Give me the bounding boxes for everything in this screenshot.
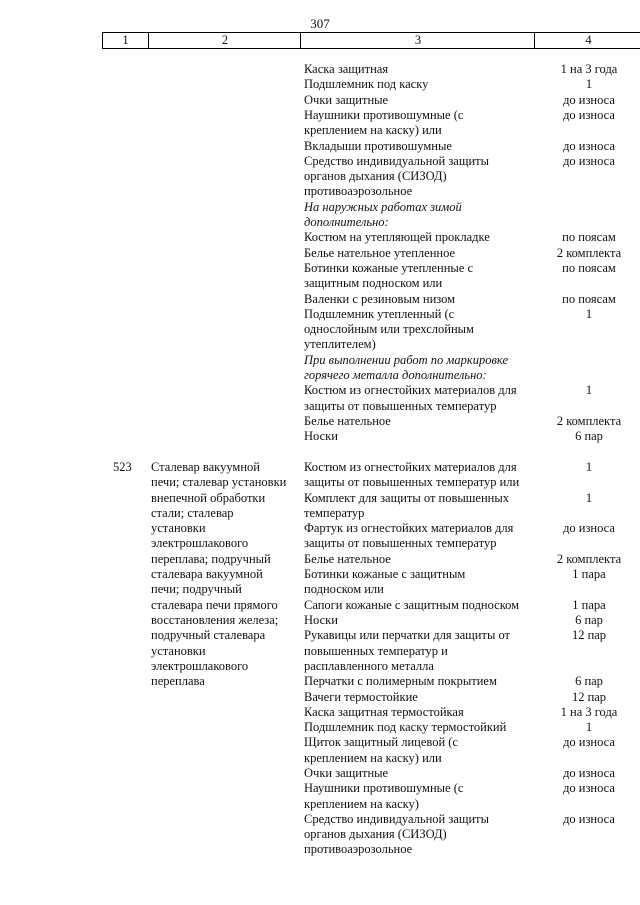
- ppe-item-line: защиты от повышенных температур: [304, 398, 497, 413]
- ppe-item-line: Средство индивидуальной защиты: [304, 153, 490, 168]
- ppe-item-line: противоаэрозольное: [304, 184, 413, 199]
- ppe-item-line: утеплителем): [304, 337, 376, 352]
- ppe-item-line: расплавленного металла: [304, 658, 434, 673]
- ppe-item-line: Каска защитная: [304, 62, 389, 76]
- ppe-item-name: [304, 720, 528, 735]
- issue-norm: 1: [585, 490, 593, 505]
- ppe-item-line: Средство индивидуальной защиты: [304, 811, 490, 826]
- profession-line: внепечной обработки: [151, 490, 266, 505]
- ppe-item-name: [304, 429, 528, 444]
- ppe-item-line: защитным подноском или: [304, 276, 443, 291]
- ppe-item-line: Рукавицы или перчатки для защиты от: [304, 628, 511, 643]
- ppe-item-line: повышенных температур и: [304, 643, 448, 658]
- issue-norm: до износа: [563, 153, 615, 168]
- issue-norm: по поясам: [562, 260, 616, 275]
- issue-norm: до износа: [563, 766, 615, 780]
- profession-line: электрошлакового: [151, 658, 249, 673]
- ppe-item-name: [304, 598, 528, 613]
- ppe-item-name: [304, 690, 528, 705]
- ppe-item-name: [304, 77, 528, 92]
- ppe-item-line: Сапоги кожаные с защитным подноском: [304, 597, 520, 612]
- ppe-item-line: Валенки с резиновым низом: [304, 291, 456, 306]
- issue-norm: до износа: [563, 811, 615, 826]
- profession-line: подручный сталевара: [151, 628, 266, 643]
- ppe-item-line: органов дыхания (СИЗОД): [304, 827, 447, 842]
- section-number: 523: [113, 460, 132, 474]
- ppe-item-line: креплением на каску) или: [304, 123, 442, 138]
- issue-norm: 1: [585, 720, 593, 735]
- ppe-item-line: Комплект для защиты от повышенных: [304, 490, 509, 505]
- ppe-item-line: Ботинки кожаные утепленные с: [304, 260, 474, 275]
- ppe-item-line: органов дыхания (СИЗОД): [304, 169, 447, 184]
- ppe-item-line: Носки: [304, 429, 338, 444]
- ppe-item-line: Костюм из огнестойких материалов для: [304, 460, 517, 474]
- issue-norm: 1: [585, 77, 593, 92]
- issue-norm: 12 пар: [571, 689, 607, 704]
- issue-norm: до износа: [563, 781, 615, 796]
- profession-name: [151, 460, 296, 689]
- issue-norm: до износа: [563, 107, 615, 122]
- ppe-item-line: Носки: [304, 613, 338, 627]
- ppe-item-name: [304, 613, 528, 628]
- profession-line: печи; подручный: [151, 582, 242, 597]
- profession-line: стали; сталевар: [151, 505, 234, 520]
- ppe-item-name: [304, 93, 528, 108]
- issue-norm: 2 комплекта: [556, 413, 622, 428]
- ppe-item-name: [304, 154, 528, 200]
- profession-line: сталевара печи прямого: [151, 597, 278, 612]
- ppe-item-name: [304, 460, 528, 491]
- ppe-item-line: Щиток защитный лицевой (с: [304, 735, 458, 750]
- issue-norm: 2 комплекта: [556, 245, 622, 260]
- ppe-item-name: [304, 261, 528, 292]
- issue-norm: 2 комплекта: [556, 551, 622, 566]
- issue-norm: 1 на 3 года: [560, 62, 618, 76]
- ppe-item-line: Белье нательное утепленное: [304, 245, 456, 260]
- profession-line: сталевара вакуумной: [151, 567, 263, 582]
- ppe-item-line: Подшлемник утепленный (с: [304, 306, 455, 321]
- ppe-item-line: Белье нательное: [304, 551, 391, 566]
- ppe-item-name: [304, 812, 528, 858]
- profession-line: переплава; подручный: [151, 551, 271, 566]
- issue-norm: по поясам: [562, 291, 616, 306]
- issue-norm: 1: [585, 460, 593, 474]
- profession-line: электрошлакового: [151, 536, 249, 551]
- profession-line: Сталевар вакуумной: [151, 460, 260, 474]
- profession-line: печи; сталевар установки: [151, 475, 287, 490]
- ppe-item-name: [304, 414, 528, 429]
- issue-norm: 1 пара: [572, 567, 606, 582]
- ppe-item-name: [304, 628, 528, 674]
- issue-norm: 6 пар: [575, 429, 603, 444]
- ppe-item-name: [304, 292, 528, 307]
- ppe-item-line: креплением на каску): [304, 796, 419, 811]
- issue-norm: 6 пар: [575, 613, 603, 627]
- ppe-item-line: защиты от повышенных температур: [304, 536, 497, 551]
- ppe-item-name: [304, 674, 528, 689]
- header-col-3: 3: [300, 33, 535, 48]
- ppe-item-line: Вачеги термостойкие: [304, 689, 418, 704]
- ppe-item-line: горячего металла дополнительно:: [304, 367, 487, 382]
- table-header: [102, 32, 640, 49]
- ppe-item-line: Наушники противошумные (с: [304, 107, 464, 122]
- ppe-item-name: [304, 383, 528, 414]
- ppe-item-name: [304, 567, 528, 598]
- ppe-item-line: Вкладыши противошумные: [304, 138, 452, 153]
- header-col-1: 1: [122, 33, 129, 47]
- ppe-item-line: Очки защитные: [304, 766, 389, 780]
- ppe-item-name: [304, 521, 528, 552]
- ppe-item-name: [304, 766, 528, 781]
- issue-norm: 1: [585, 306, 593, 321]
- issue-norm: до износа: [563, 521, 615, 536]
- header-col-4: 4: [534, 33, 640, 48]
- ppe-item-line: На наружных работах зимой: [304, 199, 462, 214]
- ppe-item-name: [304, 705, 528, 720]
- ppe-item-line: защиты от повышенных температур или: [304, 475, 520, 490]
- ppe-item-name: [304, 353, 528, 384]
- ppe-item-name: [304, 491, 528, 522]
- issue-norm: 6 пар: [575, 674, 603, 689]
- page-number: 307: [310, 16, 330, 31]
- profession-line: восстановления железа;: [151, 612, 279, 627]
- ppe-item-line: Костюм из огнестойких материалов для: [304, 383, 517, 398]
- ppe-item-name: [304, 246, 528, 261]
- ppe-item-line: Подшлемник под каску термостойкий: [304, 720, 507, 735]
- profession-line: установки: [151, 521, 206, 536]
- ppe-item-name: [304, 781, 528, 812]
- header-col-2: 2: [148, 33, 301, 48]
- ppe-item-name: [304, 108, 528, 139]
- ppe-item-line: Очки защитные: [304, 92, 389, 107]
- issue-norm: до износа: [563, 138, 615, 153]
- issue-norm: 1 пара: [572, 597, 606, 612]
- ppe-item-line: Ботинки кожаные с защитным: [304, 567, 466, 582]
- ppe-item-name: [304, 139, 528, 154]
- ppe-item-line: Каска защитная термостойкая: [304, 704, 464, 719]
- ppe-item-name: [304, 62, 528, 77]
- ppe-item-line: однослойным или трехслойным: [304, 322, 474, 337]
- issue-norm: до износа: [563, 735, 615, 750]
- ppe-item-name: [304, 552, 528, 567]
- issue-norm: 12 пар: [571, 628, 607, 643]
- ppe-item-name: [304, 200, 528, 231]
- issue-norm: 1 на 3 года: [560, 704, 618, 719]
- ppe-item-line: Перчатки с полимерным покрытием: [304, 674, 497, 689]
- profession-line: установки: [151, 643, 206, 658]
- ppe-item-name: [304, 307, 528, 353]
- issue-norm: по поясам: [562, 230, 616, 245]
- ppe-item-line: Наушники противошумные (с: [304, 781, 464, 796]
- issue-norm: 1: [585, 383, 593, 398]
- ppe-item-line: Костюм на утепляющей прокладке: [304, 230, 490, 245]
- ppe-item-name: [304, 735, 528, 766]
- ppe-item-line: Фартук из огнестойких материалов для: [304, 521, 514, 536]
- issue-norm: до износа: [563, 92, 615, 107]
- profession-line: переплава: [151, 674, 205, 689]
- ppe-item-line: дополнительно:: [304, 214, 389, 229]
- ppe-item-line: температур: [304, 505, 365, 520]
- ppe-item-line: При выполнении работ по маркировке: [304, 352, 508, 367]
- ppe-item-line: Подшлемник под каску: [304, 77, 429, 92]
- ppe-item-line: подноском или: [304, 582, 384, 597]
- ppe-item-name: [304, 230, 528, 245]
- ppe-item-line: Белье нательное: [304, 413, 391, 428]
- ppe-item-line: противоаэрозольное: [304, 842, 413, 857]
- ppe-item-line: креплением на каску) или: [304, 750, 442, 765]
